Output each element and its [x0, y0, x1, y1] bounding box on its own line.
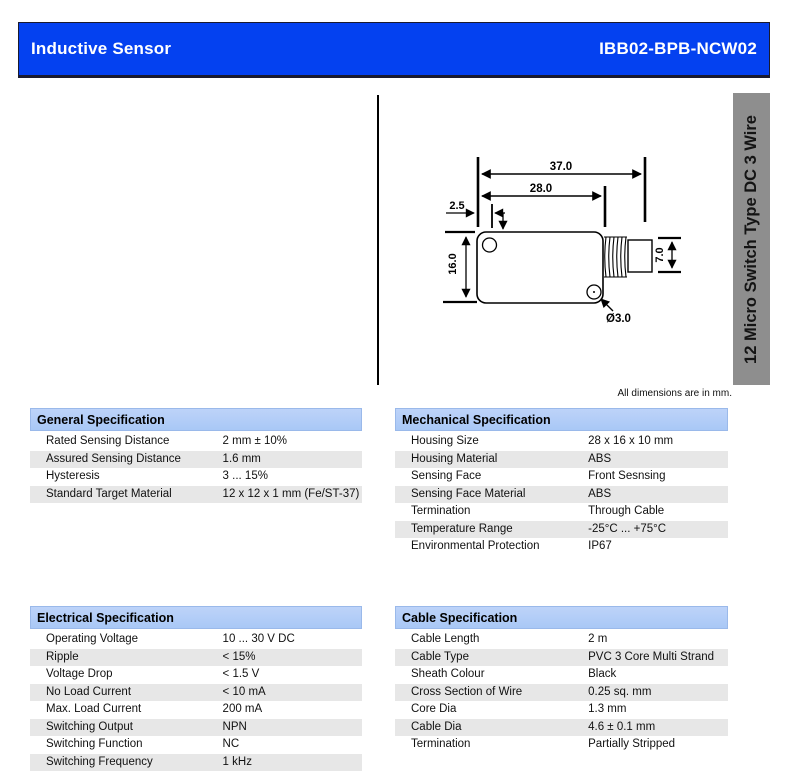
header-banner	[18, 22, 770, 78]
spec-label: Environmental Protection	[395, 538, 588, 556]
spec-row	[395, 666, 728, 684]
table-title-mechanical: Mechanical Specification	[395, 408, 728, 431]
electrical-specification-table	[30, 606, 362, 771]
spec-label: Housing Material	[395, 451, 588, 469]
spec-label: Temperature Range	[395, 521, 588, 539]
spec-row	[30, 719, 362, 737]
table-rows-general	[30, 433, 362, 503]
spec-label: Switching Frequency	[30, 754, 223, 771]
spec-value: 10 ... 30 V DC	[223, 631, 362, 649]
spec-row	[395, 684, 728, 702]
spec-value: Partially Stripped	[588, 736, 728, 754]
spec-value: 3 ... 15%	[223, 468, 362, 486]
spec-label: Hysteresis	[30, 468, 223, 486]
spec-row	[395, 719, 728, 737]
spec-label: Standard Target Material	[30, 486, 223, 504]
dim-label-hole-diameter: Ø3.0	[606, 313, 631, 325]
spec-value: < 15%	[223, 649, 362, 667]
table-rows-cable	[395, 631, 728, 754]
hole-leader-arrow	[601, 299, 613, 311]
spec-row	[30, 468, 362, 486]
spec-row	[395, 503, 728, 521]
spec-label: Sheath Colour	[395, 666, 588, 684]
page-title: Inductive Sensor	[31, 39, 171, 59]
spec-value: -25°C ... +75°C	[588, 521, 728, 539]
spec-label: Switching Function	[30, 736, 223, 754]
spec-row	[395, 649, 728, 667]
spec-row	[395, 468, 728, 486]
spec-label: Switching Output	[30, 719, 223, 737]
spec-row	[30, 754, 362, 771]
spec-value: ABS	[588, 451, 728, 469]
spec-label: Assured Sensing Distance	[30, 451, 223, 469]
spec-label: Operating Voltage	[30, 631, 223, 649]
dim-label-hole-offset-x: 2.5	[449, 200, 464, 212]
spec-label: Cable Length	[395, 631, 588, 649]
thread-coil-5	[621, 237, 622, 277]
spec-value: ABS	[588, 486, 728, 504]
table-title-cable: Cable Specification	[395, 606, 728, 629]
thread-coil-3	[613, 237, 614, 277]
spec-label: Termination	[395, 736, 588, 754]
spec-label: Max. Load Current	[30, 701, 223, 719]
spec-label: Core Dia	[395, 701, 588, 719]
spec-row	[395, 433, 728, 451]
mechanical-specification-table	[395, 408, 728, 556]
spec-row	[30, 701, 362, 719]
spec-row	[30, 486, 362, 504]
spec-label: No Load Current	[30, 684, 223, 702]
spec-value: 4.6 ± 0.1 mm	[588, 719, 728, 737]
spec-value: 0.25 sq. mm	[588, 684, 728, 702]
spec-label: Ripple	[30, 649, 223, 667]
spec-label: Cross Section of Wire	[395, 684, 588, 702]
spec-value: NC	[223, 736, 362, 754]
spec-value: 1.3 mm	[588, 701, 728, 719]
spec-row	[30, 666, 362, 684]
spec-label: Rated Sensing Distance	[30, 433, 223, 451]
table-rows-mechanical	[395, 433, 728, 556]
spec-row	[395, 451, 728, 469]
spec-value: 200 mA	[223, 701, 362, 719]
spec-value: Front Sesnsing	[588, 468, 728, 486]
hole-center-dot	[593, 291, 595, 293]
mounting-hole-top	[483, 238, 497, 252]
dim-label-total-length: 37.0	[550, 161, 572, 173]
connector-block	[628, 240, 652, 272]
dim-label-body-height: 16.0	[447, 253, 459, 274]
spec-label: Termination	[395, 503, 588, 521]
spec-label: Cable Dia	[395, 719, 588, 737]
spec-value: IP67	[588, 538, 728, 556]
spec-value: < 10 mA	[223, 684, 362, 702]
spec-value: 2 mm ± 10%	[223, 433, 362, 451]
dimensions-note: All dimensions are in mm.	[560, 388, 732, 399]
side-tab-label: 12 Micro Switch Type DC 3 Wire	[742, 115, 761, 364]
thread-coil-1	[605, 237, 606, 277]
thread-coil-2	[609, 237, 610, 277]
spec-value: 12 x 12 x 1 mm (Fe/ST-37)	[223, 486, 362, 504]
spec-row	[30, 736, 362, 754]
cable-specification-table	[395, 606, 728, 754]
general-specification-table	[30, 408, 362, 503]
spec-row	[30, 649, 362, 667]
spec-row	[30, 451, 362, 469]
spec-value: < 1.5 V	[223, 666, 362, 684]
spec-row	[395, 538, 728, 556]
table-rows-electrical	[30, 631, 362, 771]
spec-label: Voltage Drop	[30, 666, 223, 684]
spec-label: Sensing Face	[395, 468, 588, 486]
spec-label: Sensing Face Material	[395, 486, 588, 504]
spec-value: 28 x 16 x 10 mm	[588, 433, 728, 451]
spec-row	[30, 631, 362, 649]
spec-value: 2 m	[588, 631, 728, 649]
dim-label-body-length: 28.0	[530, 183, 552, 195]
vertical-divider	[377, 95, 379, 385]
spec-value: 1 kHz	[223, 754, 362, 771]
spec-value: NPN	[223, 719, 362, 737]
table-title-general: General Specification	[30, 408, 362, 431]
dim-label-connector-height: 7.0	[654, 247, 666, 262]
spec-row	[395, 701, 728, 719]
table-title-electrical: Electrical Specification	[30, 606, 362, 629]
spec-row	[30, 433, 362, 451]
spec-row	[395, 631, 728, 649]
spec-value: PVC 3 Core Multi Strand	[588, 649, 728, 667]
thread-coil-4	[617, 237, 618, 277]
spec-label: Housing Size	[395, 433, 588, 451]
dimension-drawing	[380, 95, 730, 390]
spec-row	[395, 736, 728, 754]
spec-value: Through Cable	[588, 503, 728, 521]
spec-row	[395, 521, 728, 539]
spec-value: Black	[588, 666, 728, 684]
spec-row	[395, 486, 728, 504]
thread-coil-6	[625, 237, 626, 277]
spec-label: Cable Type	[395, 649, 588, 667]
side-tab	[733, 93, 770, 385]
model-number: IBB02-BPB-NCW02	[599, 39, 757, 59]
spec-value: 1.6 mm	[223, 451, 362, 469]
spec-row	[30, 684, 362, 702]
